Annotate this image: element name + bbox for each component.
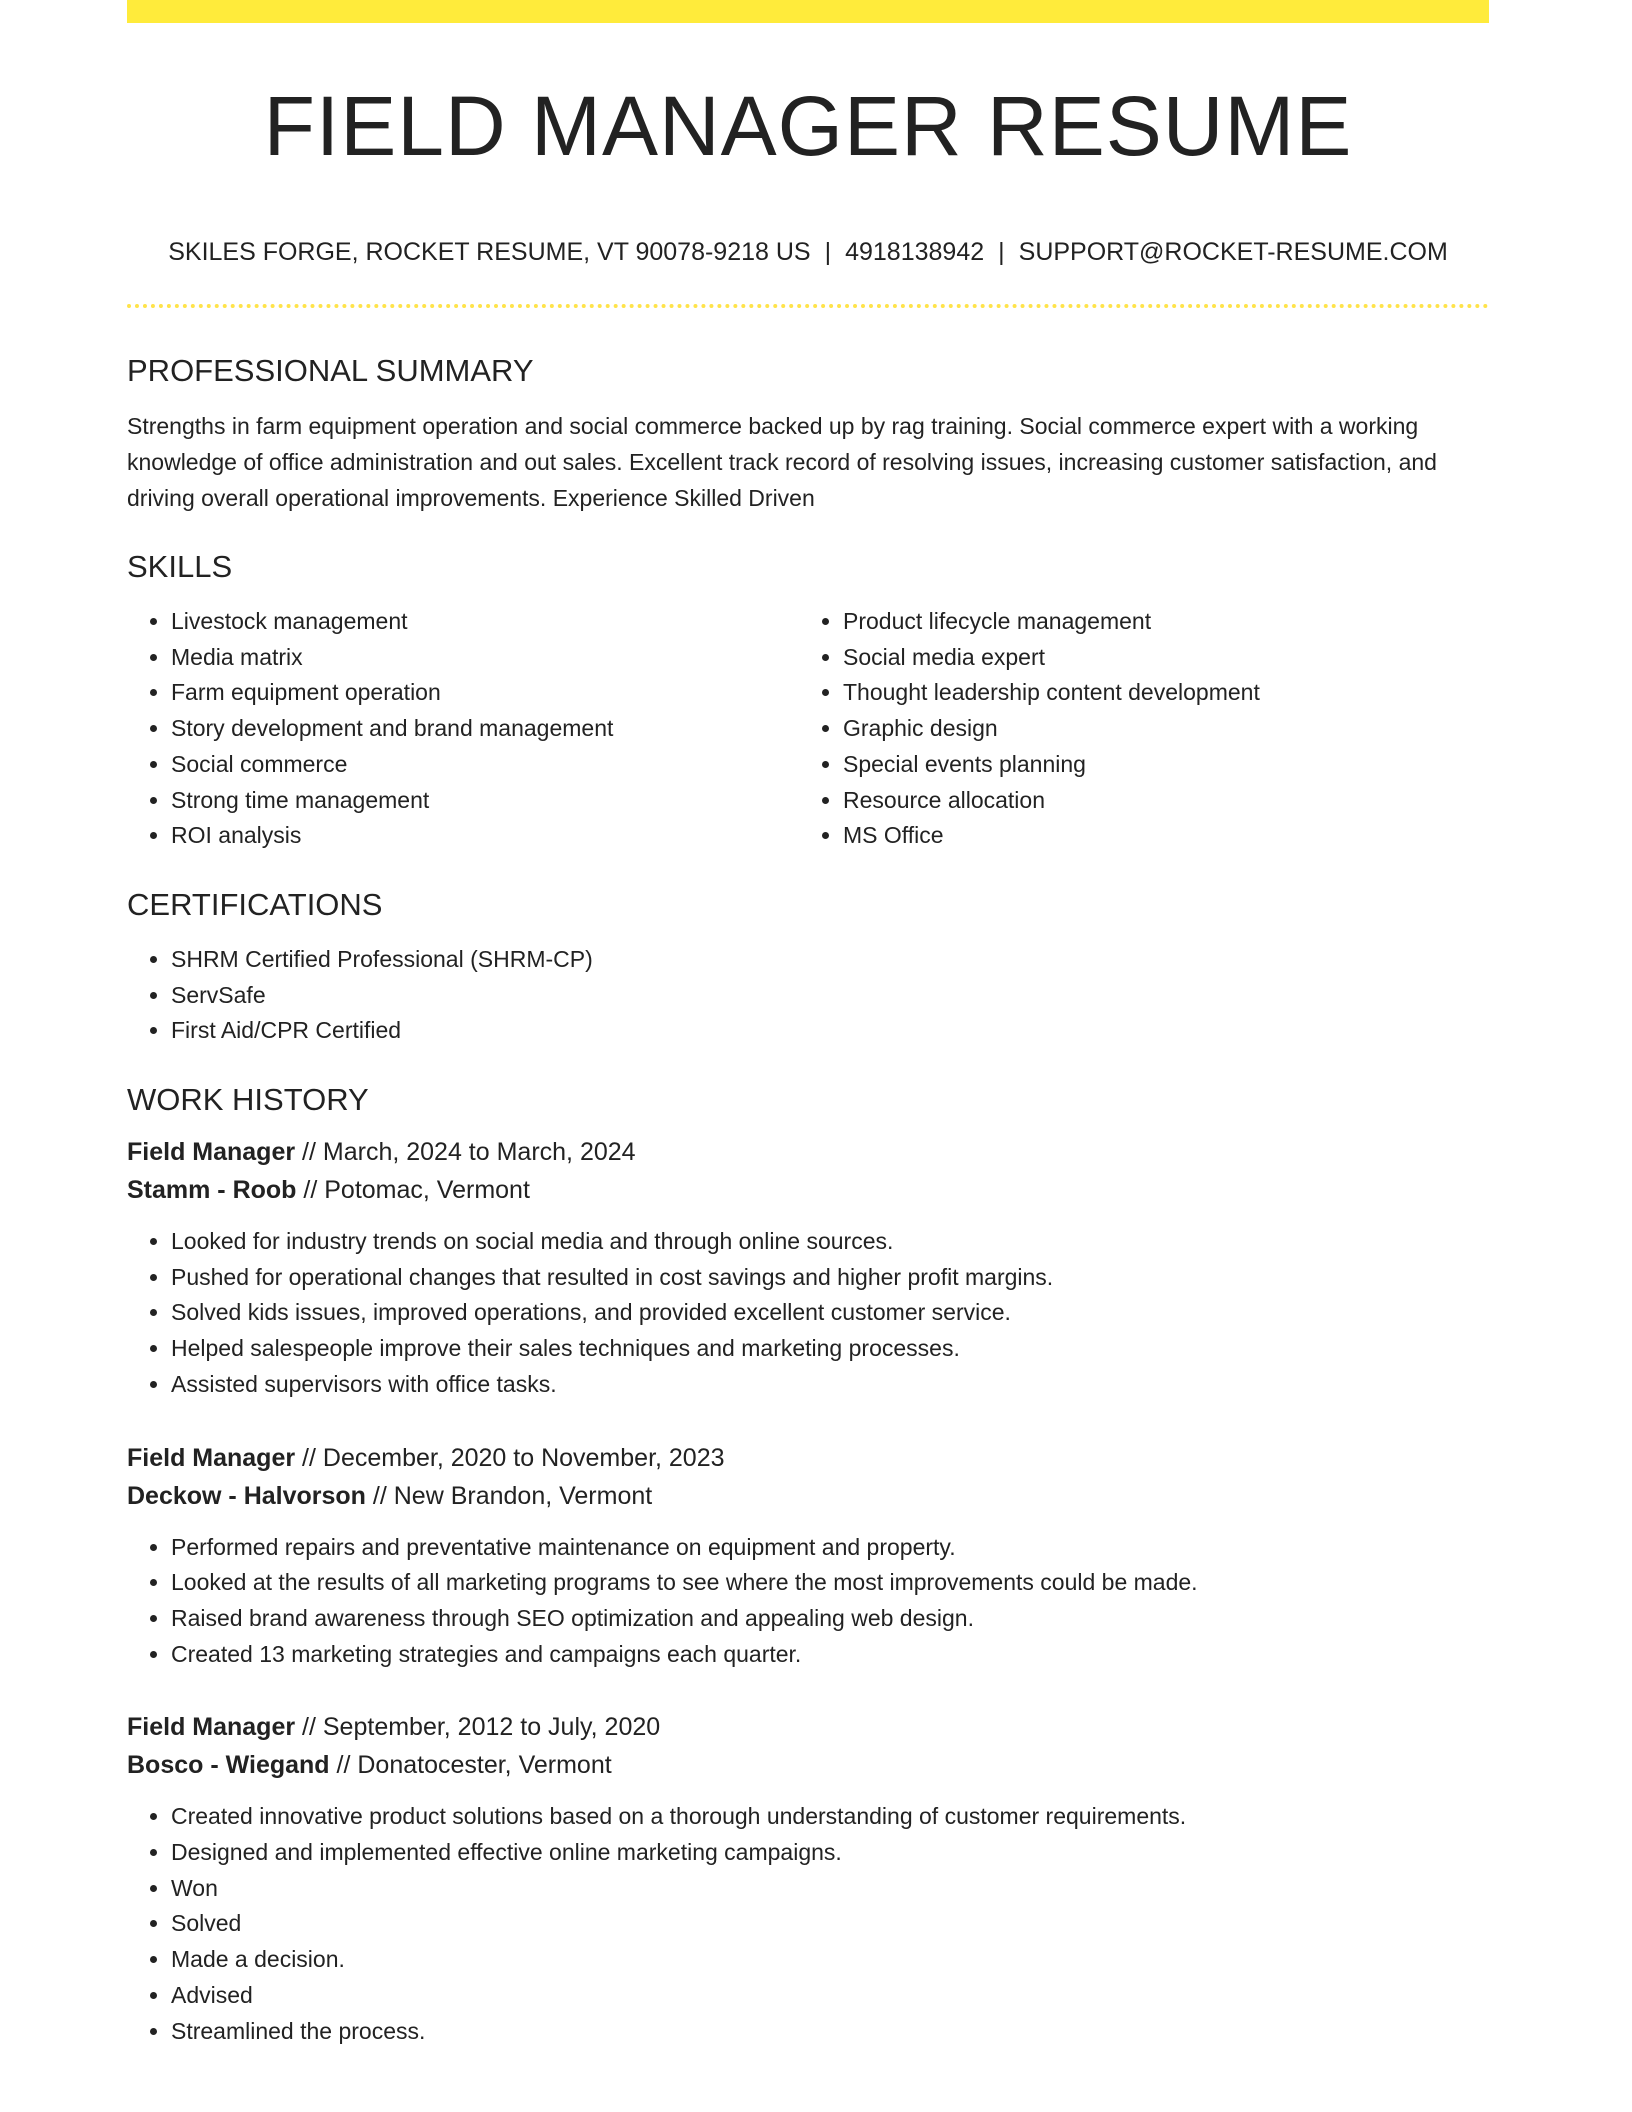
job-title: Field Manager	[127, 1713, 296, 1742]
skill-item: • Livestock management	[171, 604, 799, 640]
work-history-section	[127, 1079, 1489, 2049]
skills-heading: SKILLS	[127, 549, 233, 584]
job-bullets	[127, 1799, 1489, 2049]
job-bullet: • Won	[171, 1871, 1489, 1907]
job-bullet: • Solved kids issues, improved operations, and provided excellent customer service.	[171, 1295, 1489, 1331]
phone: 4918138942	[845, 238, 985, 266]
job-bullet: • Looked at the results of all marketing programs to see where the most improvements could be made.	[171, 1565, 1489, 1601]
job-company-line	[127, 1746, 1489, 1784]
dotted-divider	[127, 304, 1489, 308]
job-bullet: • Looked for industry trends on social media and through online sources.	[171, 1224, 1489, 1260]
job-bullets	[127, 1530, 1489, 1673]
job-bullet: • Created 13 marketing strategies and campaigns each quarter.	[171, 1637, 1489, 1673]
summary-text: Strengths in farm equipment operation and social commerce backed up by rag training. Social commerce expert with a working knowledge of office administration and out sales. Excellent track record of resolving issues, increasing customer satisfaction, and driving overall operational improvements. Experience Skilled Driven	[127, 413, 1437, 511]
job-company: Bosco - Wiegand	[127, 1751, 330, 1780]
skill-item: • Strong time management	[171, 783, 799, 819]
job-title-line	[127, 1133, 1489, 1171]
job-dates: // September, 2012 to July, 2020	[302, 1713, 661, 1742]
job-title-line	[127, 1439, 1489, 1477]
skill-item: • Social media expert	[843, 640, 1471, 676]
job-company-line	[127, 1477, 1489, 1515]
job-bullet: • Helped salespeople improve their sales techniques and marketing processes.	[171, 1331, 1489, 1367]
job-location: // New Brandon, Vermont	[372, 1481, 653, 1510]
skill-item: • Resource allocation	[843, 783, 1471, 819]
skill-item: • Special events planning	[843, 747, 1471, 783]
skills-right-list	[799, 604, 1471, 854]
job-company-line	[127, 1171, 1489, 1209]
separator: |	[824, 238, 832, 266]
skill-item: • Thought leadership content development	[843, 675, 1471, 711]
skills-section	[127, 546, 1489, 854]
skill-item: • Media matrix	[171, 640, 799, 676]
job-bullet: • Streamlined the process.	[171, 2014, 1489, 2050]
job-entry	[127, 1133, 1489, 1403]
job-bullet: • Solved	[171, 1906, 1489, 1942]
certifications-section	[127, 884, 1489, 1049]
resume-title: FIELD MANAGER RESUME	[263, 79, 1353, 173]
job-bullets	[127, 1224, 1489, 1403]
contact-line	[127, 234, 1489, 270]
job-company: Stamm - Roob	[127, 1176, 297, 1205]
job-title: Field Manager	[127, 1138, 296, 1167]
job-bullet: • Assisted supervisors with office tasks.	[171, 1367, 1489, 1403]
address: SKILES FORGE, ROCKET RESUME, VT 90078-9218 US	[168, 238, 811, 266]
separator: |	[998, 238, 1005, 266]
job-dates: // December, 2020 to November, 2023	[302, 1443, 725, 1472]
job-bullet: • Advised	[171, 1978, 1489, 2014]
email: SUPPORT@ROCKET-RESUME.COM	[1018, 238, 1448, 266]
job-bullet: • Performed repairs and preventative maintenance on equipment and property.	[171, 1530, 1489, 1566]
job-location: // Potomac, Vermont	[303, 1176, 530, 1205]
resume-body	[127, 350, 1489, 2049]
job-title-line	[127, 1708, 1489, 1746]
work-history-heading: WORK HISTORY	[127, 1082, 369, 1118]
job-bullet: • Pushed for operational changes that resulted in cost savings and higher profit margins.	[171, 1260, 1489, 1296]
job-bullet: • Created innovative product solutions based on a thorough understanding of customer requirements.	[171, 1799, 1489, 1835]
skill-item: • Social commerce	[171, 747, 799, 783]
skill-item: • ROI analysis	[171, 818, 799, 854]
accent-bar	[127, 0, 1489, 23]
certifications-list	[127, 942, 1489, 1049]
job-location: // Donatocester, Vermont	[336, 1751, 612, 1780]
skills-columns	[127, 604, 1489, 854]
certifications-heading: CERTIFICATIONS	[127, 886, 383, 922]
skill-item: • Farm equipment operation	[171, 675, 799, 711]
summary-heading: PROFESSIONAL SUMMARY	[127, 353, 534, 388]
job-dates: // March, 2024 to March, 2024	[302, 1138, 636, 1167]
job-bullet: • Made a decision.	[171, 1942, 1489, 1978]
certification-item: • SHRM Certified Professional (SHRM-CP)	[171, 942, 1489, 978]
certification-item: • ServSafe	[171, 978, 1489, 1014]
job-entry	[127, 1439, 1489, 1673]
job-title: Field Manager	[127, 1443, 296, 1472]
job-bullet: • Designed and implemented effective online marketing campaigns.	[171, 1835, 1489, 1871]
certification-item: • First Aid/CPR Certified	[171, 1013, 1489, 1049]
summary-section	[127, 350, 1489, 516]
job-entry	[127, 1708, 1489, 2049]
skills-left-list	[127, 604, 799, 854]
skill-item: • Graphic design	[843, 711, 1471, 747]
skill-item: • MS Office	[843, 818, 1471, 854]
job-company: Deckow - Halvorson	[127, 1481, 366, 1510]
skill-item: • Product lifecycle management	[843, 604, 1471, 640]
skill-item: • Story development and brand management	[171, 711, 799, 747]
job-bullet: • Raised brand awareness through SEO optimization and appealing web design.	[171, 1601, 1489, 1637]
